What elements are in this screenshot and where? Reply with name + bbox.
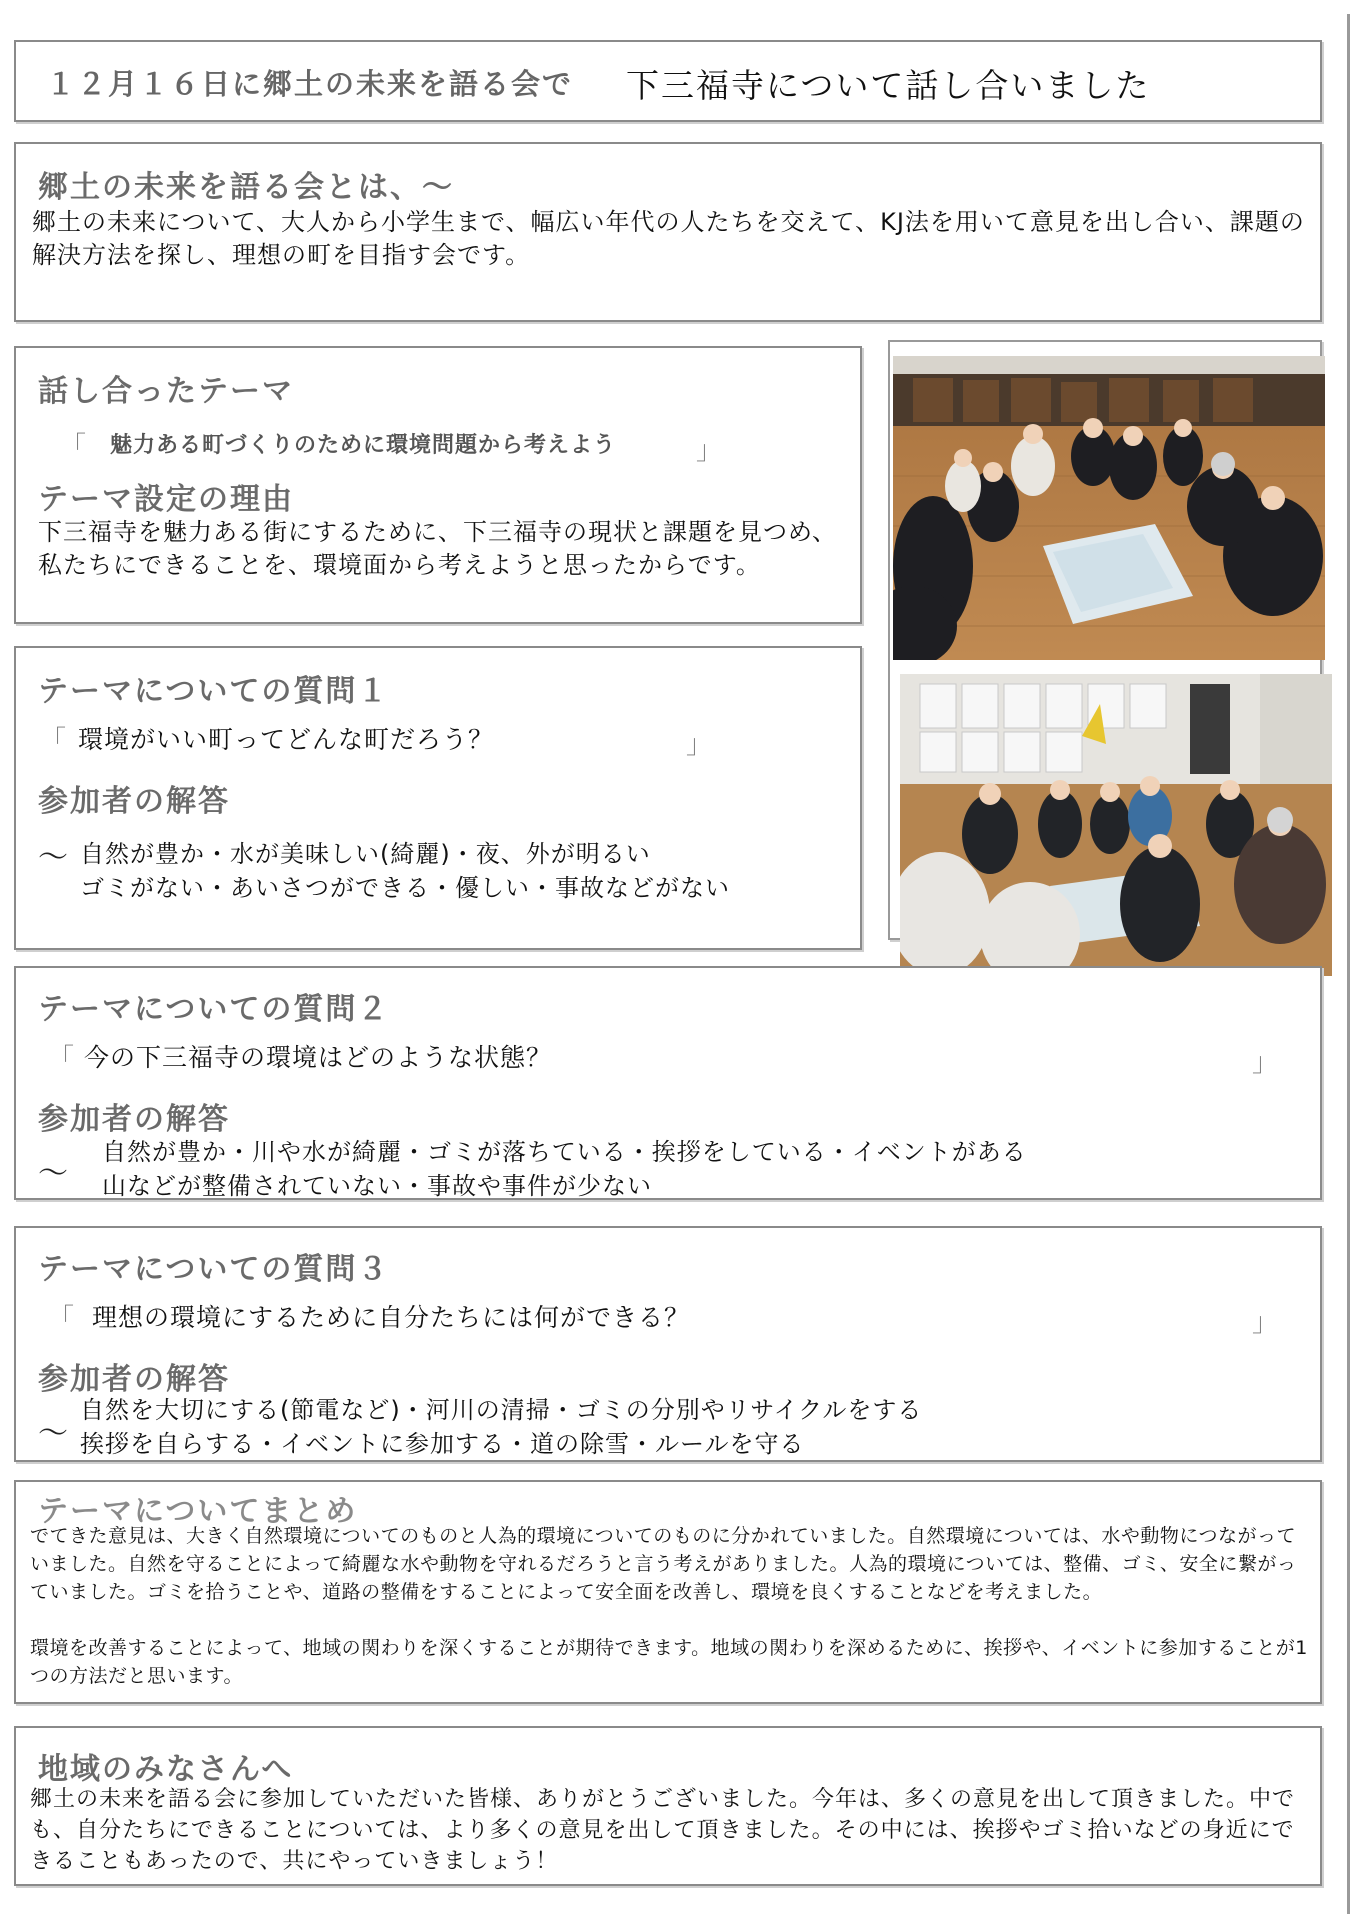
theme-close-bracket: 」: [696, 436, 723, 466]
theme-reason-heading: テーマ設定の理由: [38, 482, 294, 517]
theme-reason-body: 下三福寺を魅力ある街にするために、下三福寺の現状と課題を見つめ、私たちにできることを、環境面から考えようと思ったからです。: [38, 518, 838, 579]
q3-question: 理想の環境にするために自分たちには何ができる？: [92, 1303, 691, 1332]
summary-paragraph-2: 環境を改善することによって、地域の関わりを深くすることが期待できます。地域の関わりを深めるために、挨拶や、イベントに参加することが1つの方法だと思います。: [30, 1637, 1308, 1687]
community-heading: 地域のみなさんへ: [38, 1752, 294, 1787]
q1-close-bracket: 」: [686, 730, 713, 760]
q1-answer-heading: 参加者の解答: [38, 784, 230, 819]
summary-paragraph-1: でてきた意見は、大きく自然環境についてのものと人為的環境についてのものに分かれていました。自然環境については、水や動物につながっていました。自然を守ることによって綺麗な水や動物を守れるだろうと言う考えがありました。人為的環境については、整備、ゴミ、安全に繋がっていました。ゴミを拾うことや、道路の整備をすることによって安全面を改善し、環境を良くすることなどを考えました。: [30, 1525, 1297, 1603]
q1-answer-line-2: ゴミがない・あいさつができる・優しい・事故などがない: [80, 874, 730, 902]
right-margin-rule: [1347, 14, 1350, 1914]
q2-open-bracket: 「: [48, 1044, 75, 1074]
theme-text: 魅力ある町づくりのために環境問題から考えよう: [110, 432, 617, 458]
q1-question: 環境がいい町ってどんな町だろう？: [78, 725, 495, 754]
q3-close-bracket: 」: [1252, 1308, 1279, 1338]
summary-heading: テーマについてまとめ: [38, 1494, 358, 1529]
q1-heading: テーマについての質問１: [38, 674, 390, 709]
q3-answer-heading: 参加者の解答: [38, 1362, 230, 1397]
q1-tilde: ～: [38, 840, 68, 875]
q2-question: 今の下三福寺の環境はどのような状態？: [84, 1043, 553, 1072]
q3-heading: テーマについての質問３: [38, 1252, 390, 1287]
theme-section: [14, 346, 862, 624]
q3-tilde: ～: [38, 1416, 68, 1451]
theme-open-bracket: 「: [60, 432, 87, 462]
title-prefix: １２月１６日に郷土の未来を語る会で: [46, 67, 574, 101]
about-heading: 郷土の未来を語る会とは、～: [38, 170, 454, 205]
question-3-section: [14, 1226, 1322, 1462]
q2-close-bracket: 」: [1252, 1048, 1279, 1078]
about-body: 郷土の未来について、大人から小学生まで、幅広い年代の人たちを交えて、KJ法を用いて意見を出し合い、課題の解決方法を探し、理想の町を目指す会です。: [32, 208, 1305, 269]
page-title: 下三福寺について話し合いました: [626, 66, 1151, 105]
workshop-photo-1: [893, 356, 1325, 660]
q1-open-bracket: 「: [40, 726, 67, 756]
theme-heading: 話し合ったテーマ: [38, 374, 294, 409]
question-1-section: [14, 646, 862, 950]
community-section: [14, 1726, 1322, 1886]
summary-section: [14, 1480, 1322, 1704]
workshop-photo-2: [900, 674, 1332, 976]
q2-answer-line-2: 山などが整備されていない・事故や事件が少ない: [102, 1172, 652, 1200]
question-2-section: [14, 966, 1322, 1200]
q2-answer-heading: 参加者の解答: [38, 1102, 230, 1137]
q3-answer-line-1: 自然を大切にする(節電など)・河川の清掃・ゴミの分別やリサイクルをする: [80, 1396, 923, 1424]
title-box: [14, 40, 1322, 122]
q2-tilde: ～: [38, 1156, 68, 1191]
q2-answer-line-1: 自然が豊か・川や水が綺麗・ゴミが落ちている・挨拶をしている・イベントがある: [102, 1138, 1027, 1166]
q1-answer-line-1: 自然が豊か・水が美味しい(綺麗)・夜、外が明るい: [80, 840, 651, 868]
about-section: [14, 142, 1322, 322]
q2-heading: テーマについての質問２: [38, 992, 390, 1027]
q3-answer-line-2: 挨拶を自らする・イベントに参加する・道の除雪・ルールを守る: [80, 1430, 805, 1458]
q3-open-bracket: 「: [48, 1304, 75, 1334]
community-body: 郷土の未来を語る会に参加していただいた皆様、ありがとうございました。今年は、多くの意見を出して頂きました。中でも、自分たちにできることについては、より多くの意見を出して頂きました。その中には、挨拶やゴミ拾いなどの身近にできることもあったので、共にやっていきましょう！: [30, 1787, 1296, 1874]
